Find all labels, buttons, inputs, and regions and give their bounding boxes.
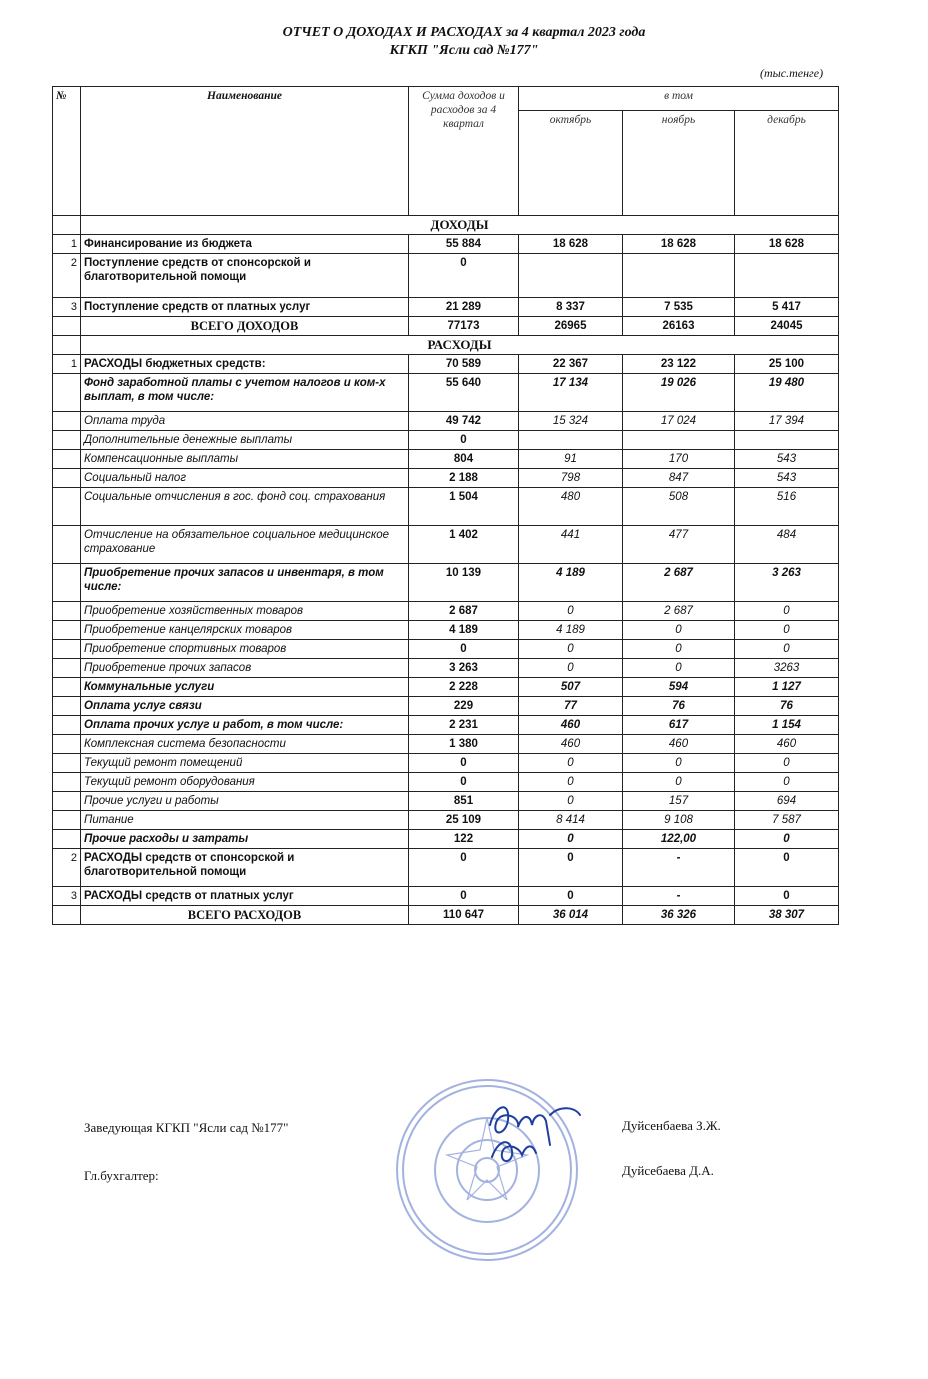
row-november: 23 122 [623, 355, 735, 374]
expense-row [53, 849, 839, 887]
row-sum: 25 109 [409, 811, 519, 830]
row-december: 484 [735, 526, 839, 564]
row-sum: 0 [409, 773, 519, 792]
row-name: Дополнительные денежные выплаты [81, 431, 409, 450]
row-november: 2 687 [623, 602, 735, 621]
row-november: 76 [623, 697, 735, 716]
row-number [53, 374, 81, 412]
expense-row [53, 735, 839, 754]
row-number [53, 526, 81, 564]
row-number [53, 602, 81, 621]
row-october: 77 [519, 697, 623, 716]
expense-row [53, 564, 839, 602]
row-november: 477 [623, 526, 735, 564]
row-number: 2 [53, 254, 81, 298]
row-name: Социальные отчисления в гос. фонд соц. страхования [81, 488, 409, 526]
row-sum: 10 139 [409, 564, 519, 602]
row-december: 3263 [735, 659, 839, 678]
row-october: 441 [519, 526, 623, 564]
section-expense-row [53, 336, 839, 355]
row-number: 1 [53, 355, 81, 374]
row-november: 19 026 [623, 374, 735, 412]
col-header-sum: Сумма доходов и расходов за 4 квартал [409, 87, 519, 216]
income-total-label: ВСЕГО ДОХОДОВ [81, 317, 409, 336]
row-number: 3 [53, 887, 81, 906]
title-line-1: ОТЧЕТ О ДОХОДАХ И РАСХОДАХ за 4 квартал 2023 года [282, 25, 646, 40]
row-october: 507 [519, 678, 623, 697]
row-december: 25 100 [735, 355, 839, 374]
income-body [53, 216, 839, 336]
row-october: 0 [519, 754, 623, 773]
row-december: 0 [735, 640, 839, 659]
row-december: 0 [735, 754, 839, 773]
col-header-group: в том [519, 87, 839, 111]
row-name: Комплексная система безопасности [81, 735, 409, 754]
row-december: 543 [735, 469, 839, 488]
row-sum: 1 504 [409, 488, 519, 526]
row-number [53, 640, 81, 659]
row-december: 0 [735, 602, 839, 621]
row-sum: 49 742 [409, 412, 519, 431]
row-name: Приобретение канцелярских товаров [81, 621, 409, 640]
accountant-signature-label: Гл.бухгалтер: [84, 1168, 159, 1183]
row-number [53, 659, 81, 678]
row-sum: 0 [409, 754, 519, 773]
row-december: 17 394 [735, 412, 839, 431]
expense-row [53, 792, 839, 811]
row-october: 15 324 [519, 412, 623, 431]
row-name: Оплата труда [81, 412, 409, 431]
row-number [53, 488, 81, 526]
row-october: 460 [519, 716, 623, 735]
income-row [53, 254, 839, 298]
expense-row [53, 431, 839, 450]
section-expense-title: РАСХОДЫ [81, 336, 839, 355]
row-november: 594 [623, 678, 735, 697]
row-november: 0 [623, 773, 735, 792]
row-sum: 851 [409, 792, 519, 811]
row-october: 798 [519, 469, 623, 488]
row-december: 0 [735, 887, 839, 906]
row-name: Финансирование из бюджета [81, 235, 409, 254]
expense-row [53, 526, 839, 564]
row-november: 157 [623, 792, 735, 811]
row-november: 617 [623, 716, 735, 735]
row-name: Отчисление на обязательное социальное медицинское страхование [81, 526, 409, 564]
expense-total-november: 36 326 [623, 906, 735, 925]
row-october: 0 [519, 830, 623, 849]
row-sum: 1 402 [409, 526, 519, 564]
handwritten-signatures [470, 1085, 600, 1175]
row-december: 18 628 [735, 235, 839, 254]
row-sum: 21 289 [409, 298, 519, 317]
expense-total-december: 38 307 [735, 906, 839, 925]
row-december: 516 [735, 488, 839, 526]
row-november: 847 [623, 469, 735, 488]
row-november: 170 [623, 450, 735, 469]
row-name: Приобретение прочих запасов и инвентаря, в том числе: [81, 564, 409, 602]
col-header-december: декабрь [735, 111, 839, 216]
row-name: Поступление средств от платных услуг [81, 298, 409, 317]
row-december: 76 [735, 697, 839, 716]
expense-total-row [53, 906, 839, 925]
expense-row [53, 678, 839, 697]
head-signature-name: Дуйсенбаева З.Ж. [622, 1118, 721, 1133]
row-december: 1 127 [735, 678, 839, 697]
row-number [53, 811, 81, 830]
row-sum: 0 [409, 254, 519, 298]
row-october: 17 134 [519, 374, 623, 412]
row-december: 694 [735, 792, 839, 811]
row-december: 0 [735, 849, 839, 887]
row-name: Социальный налог [81, 469, 409, 488]
row-november: 122,00 [623, 830, 735, 849]
row-december: 3 263 [735, 564, 839, 602]
expense-body [53, 336, 839, 925]
row-name: Приобретение спортивных товаров [81, 640, 409, 659]
expense-row [53, 450, 839, 469]
row-number [53, 792, 81, 811]
expense-row [53, 355, 839, 374]
title-line-2: КГКП "Ясли сад №177" [389, 43, 539, 58]
row-sum: 2 231 [409, 716, 519, 735]
row-sum: 70 589 [409, 355, 519, 374]
row-number [53, 716, 81, 735]
row-name: Компенсационные выплаты [81, 450, 409, 469]
col-header-october: октябрь [519, 111, 623, 216]
row-december: 460 [735, 735, 839, 754]
row-november: 17 024 [623, 412, 735, 431]
row-sum: 0 [409, 887, 519, 906]
row-november: 0 [623, 659, 735, 678]
row-november: 0 [623, 754, 735, 773]
row-sum: 229 [409, 697, 519, 716]
expense-row [53, 811, 839, 830]
row-number [53, 754, 81, 773]
row-october: 8 337 [519, 298, 623, 317]
row-name: Оплата прочих услуг и работ, в том числе: [81, 716, 409, 735]
row-december: 1 154 [735, 716, 839, 735]
row-november: 460 [623, 735, 735, 754]
row-sum: 804 [409, 450, 519, 469]
row-november [623, 254, 735, 298]
row-number: 1 [53, 235, 81, 254]
row-october: 8 414 [519, 811, 623, 830]
row-name: Прочие расходы и затраты [81, 830, 409, 849]
row-sum: 0 [409, 849, 519, 887]
row-november: 18 628 [623, 235, 735, 254]
row-october: 0 [519, 792, 623, 811]
row-december: 0 [735, 621, 839, 640]
row-number: 3 [53, 298, 81, 317]
row-october: 0 [519, 659, 623, 678]
expense-row [53, 412, 839, 431]
row-october: 0 [519, 849, 623, 887]
row-october: 18 628 [519, 235, 623, 254]
row-number [53, 773, 81, 792]
row-october: 480 [519, 488, 623, 526]
row-december: 0 [735, 830, 839, 849]
row-october: 0 [519, 640, 623, 659]
row-sum: 55 640 [409, 374, 519, 412]
row-name: Текущий ремонт оборудования [81, 773, 409, 792]
row-december: 7 587 [735, 811, 839, 830]
row-november: 508 [623, 488, 735, 526]
expense-row [53, 621, 839, 640]
row-sum: 0 [409, 640, 519, 659]
row-number [53, 621, 81, 640]
row-november: - [623, 849, 735, 887]
expense-row [53, 469, 839, 488]
row-number [53, 450, 81, 469]
row-number [53, 412, 81, 431]
row-name: РАСХОДЫ средств от платных услуг [81, 887, 409, 906]
row-sum: 3 263 [409, 659, 519, 678]
row-november: 9 108 [623, 811, 735, 830]
row-october: 22 367 [519, 355, 623, 374]
expense-row [53, 697, 839, 716]
row-number [53, 830, 81, 849]
row-october [519, 254, 623, 298]
income-total-row [53, 317, 839, 336]
row-name: Коммунальные услуги [81, 678, 409, 697]
unit-label: (тыс.тенге) [760, 66, 824, 80]
col-header-name: Наименование [81, 87, 409, 216]
row-number [53, 431, 81, 450]
income-total-sum: 77173 [409, 317, 519, 336]
row-number [53, 697, 81, 716]
row-name: Прочие услуги и работы [81, 792, 409, 811]
row-november: 2 687 [623, 564, 735, 602]
row-october [519, 431, 623, 450]
section-income-row [53, 216, 839, 235]
row-sum: 122 [409, 830, 519, 849]
row-november: 0 [623, 640, 735, 659]
row-number [53, 678, 81, 697]
expense-row [53, 488, 839, 526]
row-name: Приобретение прочих запасов [81, 659, 409, 678]
income-row [53, 235, 839, 254]
col-header-num: № [53, 87, 81, 216]
row-october: 91 [519, 450, 623, 469]
col-header-november: ноябрь [623, 111, 735, 216]
row-sum: 2 228 [409, 678, 519, 697]
row-november: 7 535 [623, 298, 735, 317]
row-december [735, 431, 839, 450]
row-name: РАСХОДЫ бюджетных средств: [81, 355, 409, 374]
row-sum: 2 687 [409, 602, 519, 621]
expense-row [53, 887, 839, 906]
expense-row [53, 374, 839, 412]
expense-row [53, 830, 839, 849]
row-november [623, 431, 735, 450]
row-number [53, 564, 81, 602]
row-december: 543 [735, 450, 839, 469]
header-row-1 [53, 87, 839, 111]
row-december: 5 417 [735, 298, 839, 317]
income-row [53, 298, 839, 317]
row-name: Питание [81, 811, 409, 830]
row-october: 0 [519, 887, 623, 906]
row-october: 460 [519, 735, 623, 754]
row-name: Поступление средств от спонсорской и благотворительной помощи [81, 254, 409, 298]
row-december: 19 480 [735, 374, 839, 412]
row-december: 0 [735, 773, 839, 792]
row-sum: 0 [409, 431, 519, 450]
expense-total-sum: 110 647 [409, 906, 519, 925]
accountant-signature-name: Дуйсебаева Д.А. [622, 1163, 714, 1178]
row-sum: 1 380 [409, 735, 519, 754]
row-october: 4 189 [519, 621, 623, 640]
row-october: 4 189 [519, 564, 623, 602]
row-october: 0 [519, 773, 623, 792]
income-total-december: 24045 [735, 317, 839, 336]
row-name: Текущий ремонт помещений [81, 754, 409, 773]
expense-row [53, 640, 839, 659]
expense-row [53, 773, 839, 792]
row-october: 0 [519, 602, 623, 621]
expense-row [53, 659, 839, 678]
expense-row [53, 602, 839, 621]
row-name: РАСХОДЫ средств от спонсорской и благотворительной помощи [81, 849, 409, 887]
row-name: Приобретение хозяйственных товаров [81, 602, 409, 621]
row-sum: 2 188 [409, 469, 519, 488]
row-sum: 4 189 [409, 621, 519, 640]
row-sum: 55 884 [409, 235, 519, 254]
row-number [53, 735, 81, 754]
expense-row [53, 716, 839, 735]
row-name: Фонд заработной платы с учетом налогов и ком-х выплат, в том числе: [81, 374, 409, 412]
income-total-november: 26163 [623, 317, 735, 336]
row-name: Оплата услуг связи [81, 697, 409, 716]
row-december [735, 254, 839, 298]
row-november: - [623, 887, 735, 906]
row-november: 0 [623, 621, 735, 640]
expense-total-october: 36 014 [519, 906, 623, 925]
row-number [53, 469, 81, 488]
expense-total-label: ВСЕГО РАСХОДОВ [81, 906, 409, 925]
section-income-title: ДОХОДЫ [81, 216, 839, 235]
head-signature-label: Заведующая КГКП "Ясли сад №177" [84, 1120, 289, 1135]
expense-row [53, 754, 839, 773]
row-number: 2 [53, 849, 81, 887]
report-title [0, 24, 928, 60]
income-total-october: 26965 [519, 317, 623, 336]
report-table [52, 86, 839, 925]
